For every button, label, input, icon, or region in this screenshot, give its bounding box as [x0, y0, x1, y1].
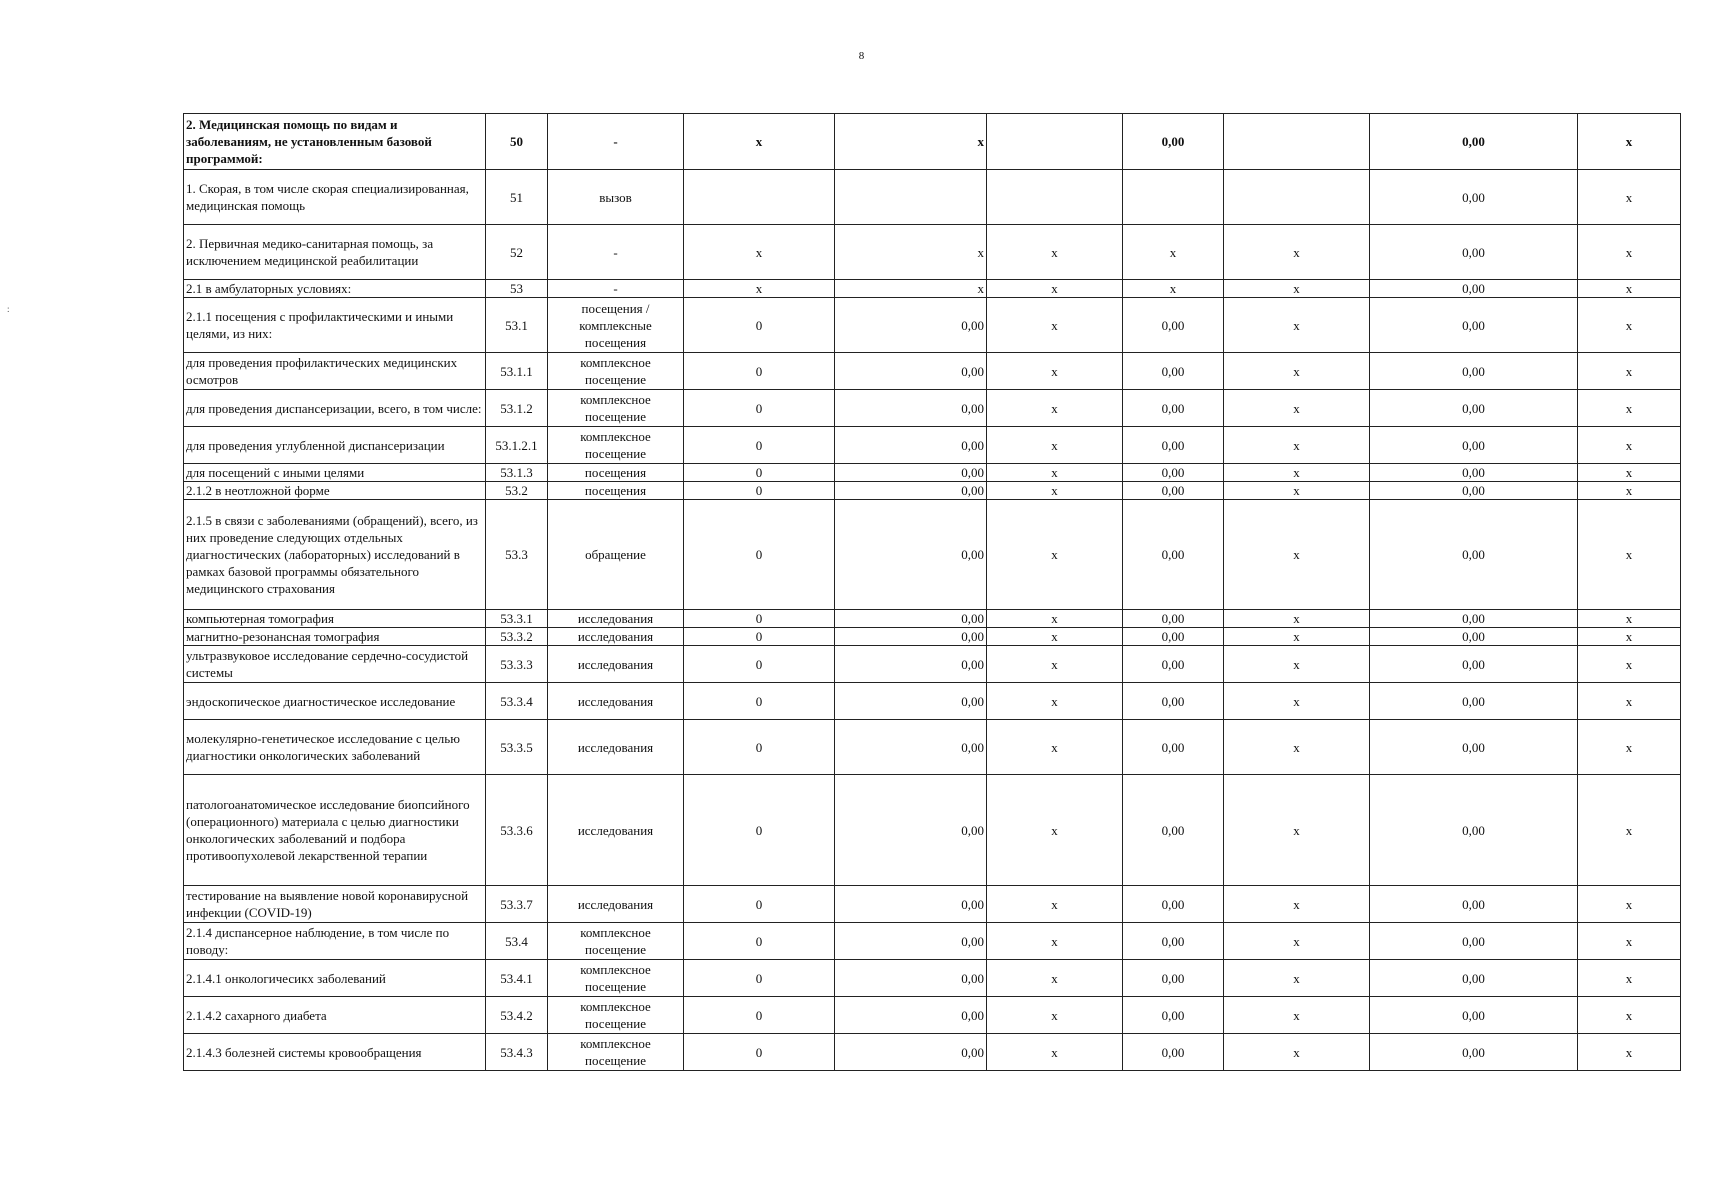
row-col9-cell: 0,00 [1370, 646, 1578, 683]
row-name-cell: компьютерная томография [184, 610, 486, 628]
row-col8-cell: x [1224, 298, 1370, 353]
row-col7-cell: 0,00 [1123, 960, 1224, 997]
row-col9-cell: 0,00 [1370, 464, 1578, 482]
row-col9-cell: 0,00 [1370, 298, 1578, 353]
row-col9-cell: 0,00 [1370, 628, 1578, 646]
row-col7-cell: x [1123, 280, 1224, 298]
row-code-cell: 53.1.1 [486, 353, 548, 390]
row-norm-cell: x [684, 225, 835, 280]
table-row [184, 225, 1681, 280]
table-row [184, 610, 1681, 628]
row-unit-cell: посещения [548, 482, 684, 500]
row-name-cell: ультразвуковое исследование сердечно-сосудистой системы [184, 646, 486, 683]
table-row [184, 298, 1681, 353]
row-norm-cell: 0 [684, 482, 835, 500]
row-col6-cell: x [987, 923, 1123, 960]
row-col6-cell: x [987, 960, 1123, 997]
row-col8-cell [1224, 170, 1370, 225]
row-cost-cell: 0,00 [835, 353, 987, 390]
row-col6-cell: x [987, 610, 1123, 628]
row-col7-cell: 0,00 [1123, 500, 1224, 610]
financing-table [183, 113, 1681, 1071]
row-unit-cell: вызов [548, 170, 684, 225]
row-col7-cell: 0,00 [1123, 1034, 1224, 1071]
row-col7-cell: 0,00 [1123, 923, 1224, 960]
row-col6-cell: x [987, 775, 1123, 886]
row-col8-cell: x [1224, 960, 1370, 997]
table-body [184, 114, 1681, 1071]
row-col6-cell: x [987, 298, 1123, 353]
row-col9-cell: 0,00 [1370, 225, 1578, 280]
table-row [184, 923, 1681, 960]
row-col10-cell: x [1578, 170, 1681, 225]
row-col7-cell: 0,00 [1123, 775, 1224, 886]
row-norm-cell [684, 170, 835, 225]
row-col6-cell: x [987, 464, 1123, 482]
table-row [184, 353, 1681, 390]
row-cost-cell: 0,00 [835, 390, 987, 427]
row-col6-cell: x [987, 886, 1123, 923]
row-col7-cell: 0,00 [1123, 646, 1224, 683]
row-unit-cell: исследования [548, 886, 684, 923]
row-col10-cell: x [1578, 646, 1681, 683]
row-cost-cell: 0,00 [835, 482, 987, 500]
row-name-cell: эндоскопическое диагностическое исследование [184, 683, 486, 720]
row-norm-cell: 0 [684, 610, 835, 628]
row-cost-cell: 0,00 [835, 427, 987, 464]
row-name-cell: 2.1.1 посещения с профилактическими и иными целями, из них: [184, 298, 486, 353]
row-unit-cell: комплексное посещение [548, 427, 684, 464]
row-code-cell: 53.4.1 [486, 960, 548, 997]
row-col6-cell: x [987, 683, 1123, 720]
row-col6-cell: x [987, 720, 1123, 775]
row-col6-cell [987, 170, 1123, 225]
row-col9-cell: 0,00 [1370, 923, 1578, 960]
row-col7-cell: 0,00 [1123, 997, 1224, 1034]
table-row [184, 427, 1681, 464]
row-code-cell: 53.1 [486, 298, 548, 353]
row-col8-cell: x [1224, 500, 1370, 610]
row-code-cell: 53.4.3 [486, 1034, 548, 1071]
row-col8-cell: x [1224, 464, 1370, 482]
row-col6-cell: x [987, 500, 1123, 610]
row-cost-cell: x [835, 114, 987, 170]
row-col8-cell: x [1224, 427, 1370, 464]
row-col8-cell: x [1224, 923, 1370, 960]
row-col6-cell: x [987, 997, 1123, 1034]
table-row [184, 646, 1681, 683]
row-cost-cell: 0,00 [835, 1034, 987, 1071]
row-col7-cell: 0,00 [1123, 114, 1224, 170]
table-row [184, 997, 1681, 1034]
table-row [184, 628, 1681, 646]
row-name-cell: 2.1.5 в связи с заболеваниями (обращений), всего, из них проведение следующих отдельных диагностических (лабораторных) исследований в рамках базовой программы обязательного медицинского страхования [184, 500, 486, 610]
row-code-cell: 53.3.2 [486, 628, 548, 646]
row-col7-cell: 0,00 [1123, 464, 1224, 482]
table-row [184, 960, 1681, 997]
row-unit-cell: посещения [548, 464, 684, 482]
row-col10-cell: x [1578, 427, 1681, 464]
row-col9-cell: 0,00 [1370, 960, 1578, 997]
table-row [184, 114, 1681, 170]
row-code-cell: 53.1.2.1 [486, 427, 548, 464]
row-col8-cell: x [1224, 997, 1370, 1034]
row-cost-cell [835, 170, 987, 225]
row-norm-cell: 0 [684, 646, 835, 683]
row-cost-cell: 0,00 [835, 683, 987, 720]
row-name-cell: для проведения углубленной диспансеризации [184, 427, 486, 464]
row-norm-cell: 0 [684, 500, 835, 610]
row-unit-cell: обращение [548, 500, 684, 610]
row-col6-cell: x [987, 280, 1123, 298]
row-col6-cell: x [987, 390, 1123, 427]
row-col7-cell: x [1123, 225, 1224, 280]
row-col9-cell: 0,00 [1370, 482, 1578, 500]
row-code-cell: 53.3.7 [486, 886, 548, 923]
row-norm-cell: 0 [684, 298, 835, 353]
row-cost-cell: 0,00 [835, 500, 987, 610]
row-code-cell: 53.3.5 [486, 720, 548, 775]
row-unit-cell: - [548, 225, 684, 280]
row-norm-cell: x [684, 280, 835, 298]
table-row [184, 500, 1681, 610]
row-unit-cell: - [548, 280, 684, 298]
table-row [184, 683, 1681, 720]
row-name-cell: магнитно-резонансная томография [184, 628, 486, 646]
row-col8-cell: x [1224, 390, 1370, 427]
row-col7-cell: 0,00 [1123, 610, 1224, 628]
row-col9-cell: 0,00 [1370, 683, 1578, 720]
row-col6-cell: x [987, 427, 1123, 464]
row-col7-cell: 0,00 [1123, 628, 1224, 646]
table-row [184, 1034, 1681, 1071]
row-col8-cell: x [1224, 225, 1370, 280]
row-norm-cell: 0 [684, 886, 835, 923]
row-col8-cell: x [1224, 353, 1370, 390]
row-name-cell: 2.1.4 диспансерное наблюдение, в том числе по поводу: [184, 923, 486, 960]
row-norm-cell: 0 [684, 427, 835, 464]
row-unit-cell: комплексное посещение [548, 997, 684, 1034]
row-unit-cell: - [548, 114, 684, 170]
row-col10-cell: x [1578, 628, 1681, 646]
row-unit-cell: посещения / комплексные посещения [548, 298, 684, 353]
row-norm-cell: 0 [684, 628, 835, 646]
row-col10-cell: x [1578, 482, 1681, 500]
row-cost-cell: 0,00 [835, 886, 987, 923]
row-col9-cell: 0,00 [1370, 390, 1578, 427]
row-col7-cell: 0,00 [1123, 298, 1224, 353]
row-col9-cell: 0,00 [1370, 170, 1578, 225]
row-col10-cell: x [1578, 683, 1681, 720]
row-unit-cell: исследования [548, 628, 684, 646]
row-col8-cell: x [1224, 683, 1370, 720]
row-col7-cell: 0,00 [1123, 427, 1224, 464]
row-col6-cell: x [987, 628, 1123, 646]
row-col8-cell: x [1224, 610, 1370, 628]
row-name-cell: 2.1.4.1 онкологичесикх заболеваний [184, 960, 486, 997]
row-cost-cell: x [835, 225, 987, 280]
row-col9-cell: 0,00 [1370, 114, 1578, 170]
row-col9-cell: 0,00 [1370, 500, 1578, 610]
row-col10-cell: x [1578, 720, 1681, 775]
row-cost-cell: 0,00 [835, 464, 987, 482]
row-code-cell: 53.4.2 [486, 997, 548, 1034]
row-col9-cell: 0,00 [1370, 427, 1578, 464]
row-name-cell: для посещений с иными целями [184, 464, 486, 482]
row-unit-cell: комплексное посещение [548, 923, 684, 960]
row-col9-cell: 0,00 [1370, 1034, 1578, 1071]
row-cost-cell: 0,00 [835, 298, 987, 353]
row-code-cell: 52 [486, 225, 548, 280]
row-cost-cell: 0,00 [835, 997, 987, 1034]
row-col8-cell: x [1224, 628, 1370, 646]
row-code-cell: 53.3.6 [486, 775, 548, 886]
margin-mark: : [7, 304, 10, 314]
row-col10-cell: x [1578, 114, 1681, 170]
row-col7-cell: 0,00 [1123, 482, 1224, 500]
row-name-cell: 2.1.2 в неотложной форме [184, 482, 486, 500]
row-unit-cell: комплексное посещение [548, 390, 684, 427]
row-norm-cell: 0 [684, 960, 835, 997]
row-name-cell: 2.1.4.3 болезней системы кровообращения [184, 1034, 486, 1071]
row-col7-cell: 0,00 [1123, 720, 1224, 775]
row-col10-cell: x [1578, 353, 1681, 390]
row-code-cell: 50 [486, 114, 548, 170]
row-code-cell: 53.3.3 [486, 646, 548, 683]
row-unit-cell: исследования [548, 646, 684, 683]
row-code-cell: 53 [486, 280, 548, 298]
row-col10-cell: x [1578, 997, 1681, 1034]
row-norm-cell: 0 [684, 923, 835, 960]
row-col10-cell: x [1578, 886, 1681, 923]
table-row [184, 464, 1681, 482]
row-name-cell: 2.1 в амбулаторных условиях: [184, 280, 486, 298]
row-col7-cell: 0,00 [1123, 683, 1224, 720]
table-row [184, 775, 1681, 886]
row-col8-cell: x [1224, 1034, 1370, 1071]
row-unit-cell: исследования [548, 775, 684, 886]
row-col10-cell: x [1578, 960, 1681, 997]
row-col8-cell: x [1224, 646, 1370, 683]
row-name-cell: 2.1.4.2 сахарного диабета [184, 997, 486, 1034]
page-number: 8 [858, 50, 865, 62]
row-norm-cell: 0 [684, 353, 835, 390]
row-col6-cell: x [987, 225, 1123, 280]
row-norm-cell: 0 [684, 997, 835, 1034]
table-row [184, 280, 1681, 298]
row-cost-cell: 0,00 [835, 960, 987, 997]
row-col8-cell: x [1224, 482, 1370, 500]
table-row [184, 886, 1681, 923]
row-col9-cell: 0,00 [1370, 997, 1578, 1034]
row-col9-cell: 0,00 [1370, 610, 1578, 628]
row-unit-cell: исследования [548, 683, 684, 720]
row-name-cell: 2. Медицинская помощь по видам и заболеваниям, не установленным базовой программой: [184, 114, 486, 170]
row-col10-cell: x [1578, 610, 1681, 628]
row-cost-cell: 0,00 [835, 628, 987, 646]
row-code-cell: 53.1.3 [486, 464, 548, 482]
row-col9-cell: 0,00 [1370, 353, 1578, 390]
row-name-cell: 2. Первичная медико-санитарная помощь, за исключением медицинской реабилитации [184, 225, 486, 280]
row-name-cell: для проведения профилактических медицинских осмотров [184, 353, 486, 390]
row-col10-cell: x [1578, 464, 1681, 482]
row-unit-cell: комплексное посещение [548, 353, 684, 390]
row-cost-cell: x [835, 280, 987, 298]
row-cost-cell: 0,00 [835, 646, 987, 683]
row-cost-cell: 0,00 [835, 923, 987, 960]
table-row [184, 720, 1681, 775]
row-col6-cell: x [987, 1034, 1123, 1071]
row-name-cell: тестирование на выявление новой коронавирусной инфекции (COVID-19) [184, 886, 486, 923]
row-col10-cell: x [1578, 225, 1681, 280]
row-name-cell: молекулярно-генетическое исследование с целью диагностики онкологических заболеваний [184, 720, 486, 775]
row-code-cell: 53.4 [486, 923, 548, 960]
row-name-cell: патологоанатомическое исследование биопсийного (операционного) материала с целью диагностики онкологических заболеваний и подбора противоопухолевой лекарственной терапии [184, 775, 486, 886]
row-norm-cell: x [684, 114, 835, 170]
row-col6-cell: x [987, 482, 1123, 500]
row-norm-cell: 0 [684, 720, 835, 775]
row-norm-cell: 0 [684, 775, 835, 886]
row-code-cell: 53.1.2 [486, 390, 548, 427]
row-col7-cell [1123, 170, 1224, 225]
row-col10-cell: x [1578, 280, 1681, 298]
row-col6-cell: x [987, 646, 1123, 683]
row-cost-cell: 0,00 [835, 610, 987, 628]
row-col10-cell: x [1578, 923, 1681, 960]
row-name-cell: 1. Скорая, в том числе скорая специализированная, медицинская помощь [184, 170, 486, 225]
row-code-cell: 53.3.1 [486, 610, 548, 628]
row-col7-cell: 0,00 [1123, 886, 1224, 923]
row-col9-cell: 0,00 [1370, 886, 1578, 923]
row-col6-cell: x [987, 353, 1123, 390]
table-row [184, 390, 1681, 427]
row-unit-cell: комплексное посещение [548, 960, 684, 997]
row-code-cell: 53.3 [486, 500, 548, 610]
row-col10-cell: x [1578, 500, 1681, 610]
row-cost-cell: 0,00 [835, 720, 987, 775]
row-col10-cell: x [1578, 775, 1681, 886]
row-norm-cell: 0 [684, 1034, 835, 1071]
row-unit-cell: исследования [548, 610, 684, 628]
row-col8-cell: x [1224, 280, 1370, 298]
row-col10-cell: x [1578, 298, 1681, 353]
row-col9-cell: 0,00 [1370, 720, 1578, 775]
row-norm-cell: 0 [684, 390, 835, 427]
row-code-cell: 53.3.4 [486, 683, 548, 720]
row-unit-cell: комплексное посещение [548, 1034, 684, 1071]
row-col8-cell: x [1224, 720, 1370, 775]
row-col8-cell: x [1224, 886, 1370, 923]
table-row [184, 170, 1681, 225]
row-cost-cell: 0,00 [835, 775, 987, 886]
row-code-cell: 51 [486, 170, 548, 225]
row-col10-cell: x [1578, 390, 1681, 427]
table-row [184, 482, 1681, 500]
row-norm-cell: 0 [684, 683, 835, 720]
row-col9-cell: 0,00 [1370, 280, 1578, 298]
row-col6-cell [987, 114, 1123, 170]
row-code-cell: 53.2 [486, 482, 548, 500]
row-col10-cell: x [1578, 1034, 1681, 1071]
row-name-cell: для проведения диспансеризации, всего, в том числе: [184, 390, 486, 427]
row-col8-cell [1224, 114, 1370, 170]
row-col9-cell: 0,00 [1370, 775, 1578, 886]
row-col7-cell: 0,00 [1123, 390, 1224, 427]
row-col7-cell: 0,00 [1123, 353, 1224, 390]
row-col8-cell: x [1224, 775, 1370, 886]
row-unit-cell: исследования [548, 720, 684, 775]
row-norm-cell: 0 [684, 464, 835, 482]
